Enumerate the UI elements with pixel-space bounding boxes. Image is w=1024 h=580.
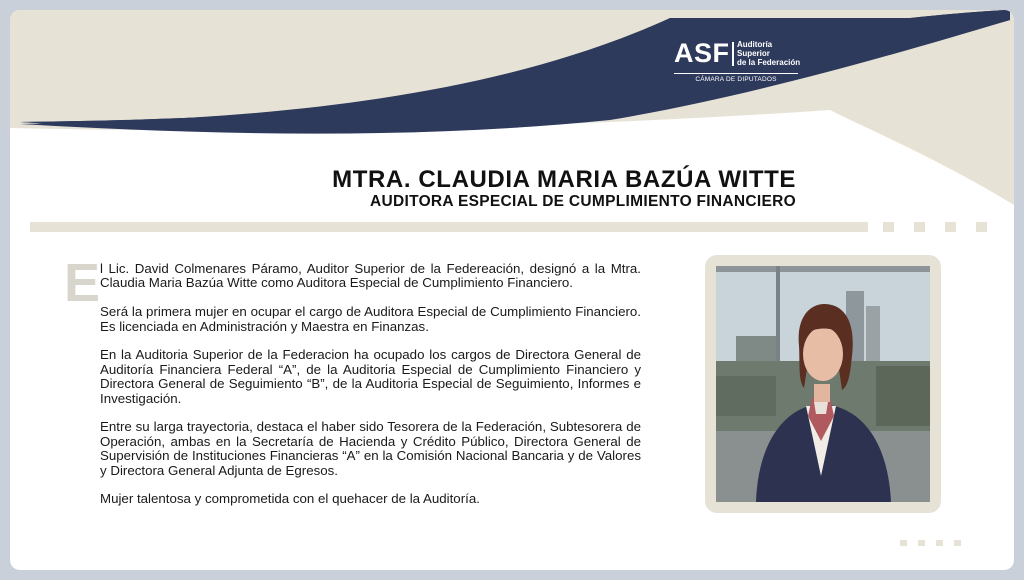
- logo-rule: [674, 73, 798, 74]
- biography-text: [100, 262, 641, 521]
- portrait-frame: [705, 255, 941, 513]
- logo-subtitle: CÁMARA DE DIPUTADOS: [695, 76, 777, 83]
- page-subtitle: AUDITORA ESPECIAL DE CUMPLIMIENTO FINANCIERO: [370, 193, 796, 210]
- divider-dot: [976, 222, 987, 232]
- asf-logo: [674, 38, 814, 94]
- logo-line-1: Auditoría: [737, 40, 773, 49]
- divider-dot: [945, 222, 956, 232]
- logo-separator: [732, 42, 734, 66]
- title-divider: [30, 222, 868, 232]
- logo-acronym: ASF: [674, 38, 730, 68]
- corner-dot: [936, 540, 943, 546]
- logo-text: [737, 40, 800, 67]
- corner-dot: [954, 540, 961, 546]
- logo-line-3: de la Federación: [737, 58, 801, 67]
- biography-paragraph: Mujer talentosa y comprometida con el quehacer de la Auditoría.: [100, 491, 480, 507]
- logo-line-2: Superior: [737, 49, 770, 58]
- biography-paragraph: En la Auditoria Superior de la Federacion ha ocupado los cargos de Directora General de Auditoría Financiera Federal “A”, de la Auditoria Especial de Cumplimiento Financiero y Directora General de Seguimiento “B”, de la Auditoria Especial de Seguimiento, Informes e Investigación.: [100, 347, 641, 406]
- divider-dot: [883, 222, 894, 232]
- page-title: MTRA. CLAUDIA MARIA BAZÚA WITTE: [332, 166, 796, 193]
- biography-paragraph: Será la primera mujer en ocupar el cargo de Auditora Especial de Cumplimiento Financiero. Es licenciada en Administración y Maestra en Finanzas.: [100, 304, 641, 334]
- corner-dot: [918, 540, 925, 546]
- biography-paragraph: l Lic. David Colmenares Páramo, Auditor Superior de la Federeación, designó a la Mtra. Claudia Maria Bazúa Witte como Auditora Especial de Cumplimiento Financiero.: [100, 261, 641, 291]
- portrait-illustration: [716, 266, 930, 502]
- portrait-photo: [716, 266, 930, 502]
- corner-dot: [900, 540, 907, 546]
- divider-dot: [914, 222, 925, 232]
- profile-card: [10, 10, 1014, 570]
- drop-cap: E: [64, 253, 101, 313]
- biography-paragraph: Entre su larga trayectoria, destaca el haber sido Tesorera de la Federación, Subtesorera de Operación, ambas en la Secretaría de Hacienda y Crédito Público, Directora General de Supervisión de Instituciones Financieras “A” en la Comisión Nacional Bancaria y de Valores y Directora General Adjunta de Egresos.: [100, 419, 641, 478]
